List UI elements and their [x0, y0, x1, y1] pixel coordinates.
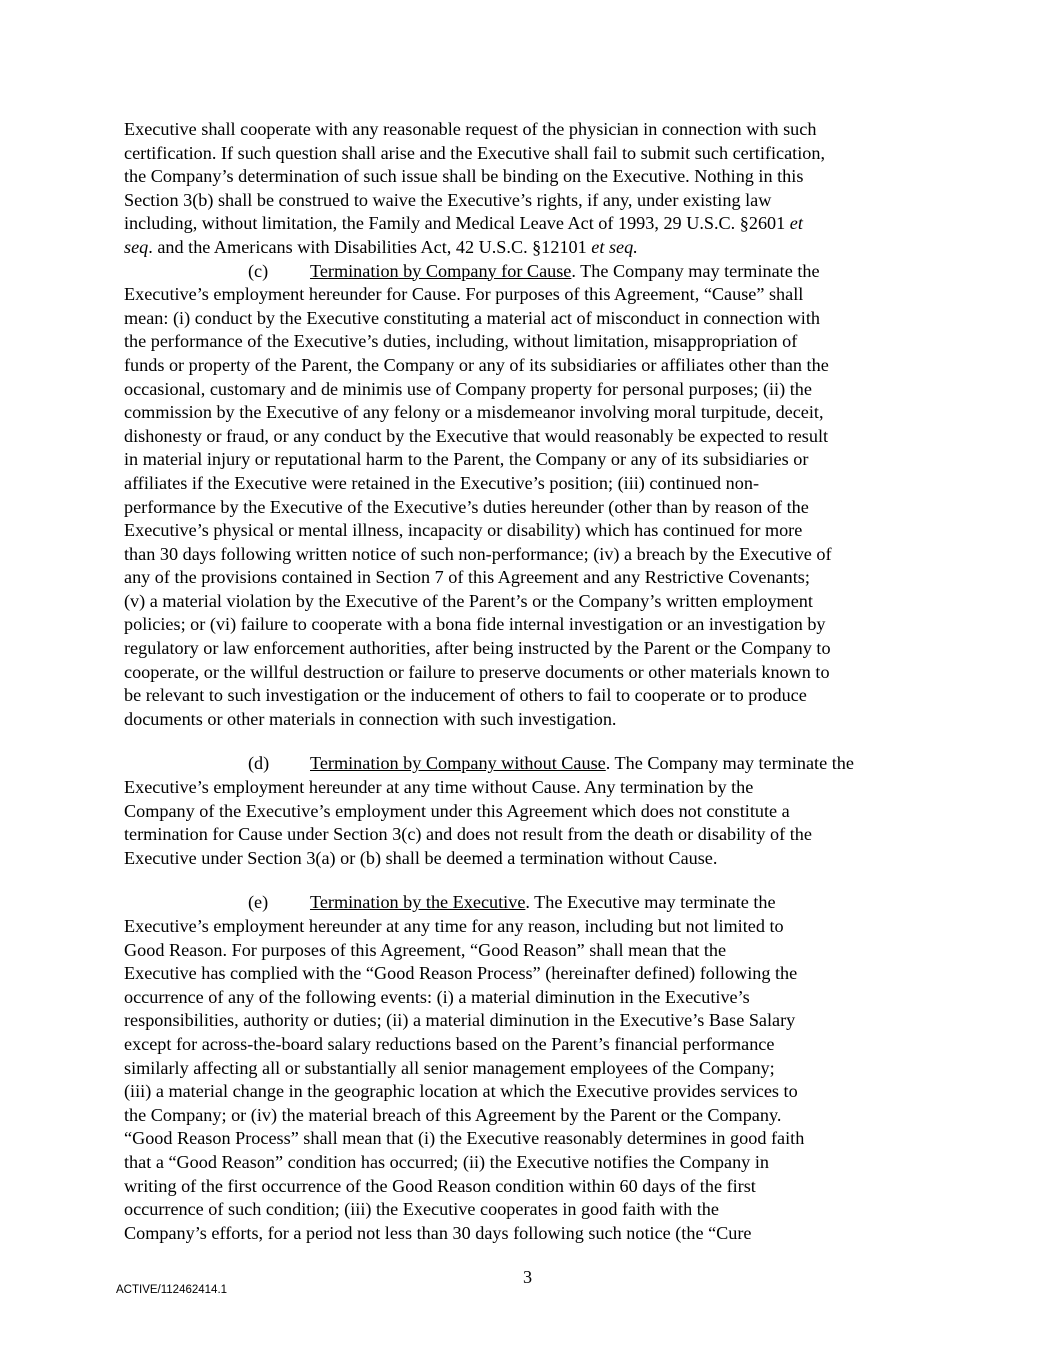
text-line: regulatory or law enforcement authorities, after being instructed by the Parent or the Company to: [124, 638, 831, 659]
section-heading-line: [124, 752, 944, 776]
section-heading: Termination by Company without Cause: [310, 753, 606, 774]
text-line: (v) a material violation by the Executive of the Parent’s or the Company’s written employment: [124, 590, 813, 611]
section-label: (d): [248, 753, 270, 774]
text-line: commission by the Executive of any felony or a misdemeanor involving moral turpitude, deceit,: [124, 402, 824, 423]
text-line: “Good Reason Process” shall mean that (i) the Executive reasonably determines in good faith: [124, 1128, 805, 1149]
section-heading-line: [124, 260, 944, 284]
paragraph-gap: [124, 731, 944, 752]
text-line: Company of the Executive’s employment under this Agreement which does not constitute a: [124, 800, 790, 821]
text-line: the Company; or (iv) the material breach of this Agreement by the Parent or the Company.: [124, 1104, 782, 1125]
text-line: Executive’s employment hereunder for Cause. For purposes of this Agreement, “Cause” shall: [124, 284, 804, 305]
text-line: Good Reason. For purposes of this Agreement, “Good Reason” shall mean that the: [124, 939, 727, 960]
italic-text: et: [789, 213, 803, 234]
text-line: be relevant to such investigation or the inducement of others to fail to cooperate or to produce: [124, 685, 807, 706]
text-line: dishonesty or fraud, or any conduct by the Executive that would reasonably be expected to result: [124, 425, 829, 446]
text-line: performance by the Executive of the Executive’s duties hereunder (other than by reason of the: [124, 496, 809, 517]
document-page: [124, 118, 944, 1245]
text-line: Executive shall cooperate with any reasonable request of the physician in connection with such: [124, 119, 817, 139]
text-line: Executive under Section 3(a) or (b) shall be deemed a termination without Cause.: [124, 847, 718, 868]
italic-text: et seq.: [591, 236, 638, 257]
paragraph-gap: [124, 870, 944, 891]
text-line: the Company’s determination of such issue shall be binding on the Executive. Nothing in this: [124, 166, 804, 187]
text-line: Executive’s employment hereunder at any time for any reason, including but not limited to: [124, 916, 784, 936]
text-line: Executive’s employment hereunder at any time without Cause. Any termination by the: [124, 777, 754, 798]
text-run: . The Company may terminate the: [605, 753, 854, 774]
text-line: [124, 212, 944, 236]
text-line: than 30 days following written notice of such non-performance; (iv) a breach by the Executive of: [124, 543, 832, 564]
page-number: 3: [522, 1267, 533, 1287]
text-line: writing of the first occurrence of the Good Reason condition within 60 days of the first: [124, 1175, 756, 1196]
section-d-lines: [124, 776, 944, 870]
text-line: Company’s efforts, for a period not less than 30 days following such notice (the “Cure: [124, 1222, 752, 1243]
text-line: certification. If such question shall arise and the Executive shall fail to submit such certification,: [124, 142, 826, 163]
text-line: except for across-the-board salary reductions based on the Parent’s financial performance: [124, 1033, 775, 1054]
section-c-lines: [124, 283, 944, 731]
section-heading-line: [124, 891, 944, 915]
section-c: [124, 260, 944, 732]
text-line: documents or other materials in connection with such investigation.: [124, 708, 617, 729]
text-run: . The Company may terminate the: [571, 260, 820, 281]
text-line: Executive has complied with the “Good Reason Process” (hereinafter defined) following the: [124, 963, 798, 984]
text-line: occasional, customary and de minimis use of Company property for personal purposes; (ii) the: [124, 378, 812, 399]
text-line: (iii) a material change in the geographic location at which the Executive provides services to: [124, 1081, 798, 1102]
text-run: . The Executive may terminate the: [525, 892, 776, 913]
text-line: occurrence of such condition; (iii) the Executive cooperates in good faith with the: [124, 1199, 719, 1220]
section-e-lines: [124, 915, 944, 1245]
text-line: mean: (i) conduct by the Executive constituting a material act of misconduct in connection with: [124, 307, 820, 328]
text-run: including, without limitation, the Family and Medical Leave Act of 1993, 29 U.S.C. §2601: [124, 213, 790, 234]
text-line: that a “Good Reason” condition has occurred; (ii) the Executive notifies the Company in: [124, 1151, 769, 1172]
text-line: responsibilities, authority or duties; (ii) a material diminution in the Executive’s Base Salary: [124, 1010, 796, 1031]
text-line: in material injury or reputational harm to the Parent, the Company or any of its subsidiaries or: [124, 449, 809, 470]
section-heading: Termination by the Executive: [310, 892, 526, 913]
document-id: ACTIVE/112462414.1: [116, 1284, 228, 1296]
text-line: funds or property of the Parent, the Company or any of its subsidiaries or affiliates other than the: [124, 354, 829, 375]
intro-paragraph: [124, 118, 944, 260]
text-line: cooperate, or the willful destruction or failure to preserve documents or other materials known to: [124, 661, 830, 682]
section-label: (e): [248, 892, 269, 913]
text-line: [124, 236, 944, 260]
section-e: [124, 891, 944, 1245]
text-line: Section 3(b) shall be construed to waive the Executive’s rights, if any, under existing law: [124, 189, 772, 210]
text-run: . and the Americans with Disabilities Act, 42 U.S.C. §12101: [148, 236, 592, 257]
italic-text: seq: [124, 236, 149, 257]
section-heading: Termination by Company for Cause: [310, 260, 572, 281]
text-line: occurrence of any of the following events: (i) a material diminution in the Executive’s: [124, 986, 750, 1007]
text-line: any of the provisions contained in Section 7 of this Agreement and any Restrictive Covenants;: [124, 567, 810, 588]
section-d: [124, 752, 944, 870]
text-line: the performance of the Executive’s duties, including, without limitation, misappropriation of: [124, 331, 798, 352]
text-line: policies; or (vi) failure to cooperate with a bona fide internal investigation or an investigation by: [124, 614, 826, 635]
text-line: termination for Cause under Section 3(c) and does not result from the death or disability of the: [124, 824, 812, 845]
text-line: similarly affecting all or substantially all senior management employees of the Company;: [124, 1057, 775, 1078]
section-label: (c): [248, 260, 269, 281]
text-line: affiliates if the Executive were retained in the Executive’s position; (iii) continued non-: [124, 472, 760, 493]
text-line: Executive’s physical or mental illness, incapacity or disability) which has continued for more: [124, 520, 803, 541]
